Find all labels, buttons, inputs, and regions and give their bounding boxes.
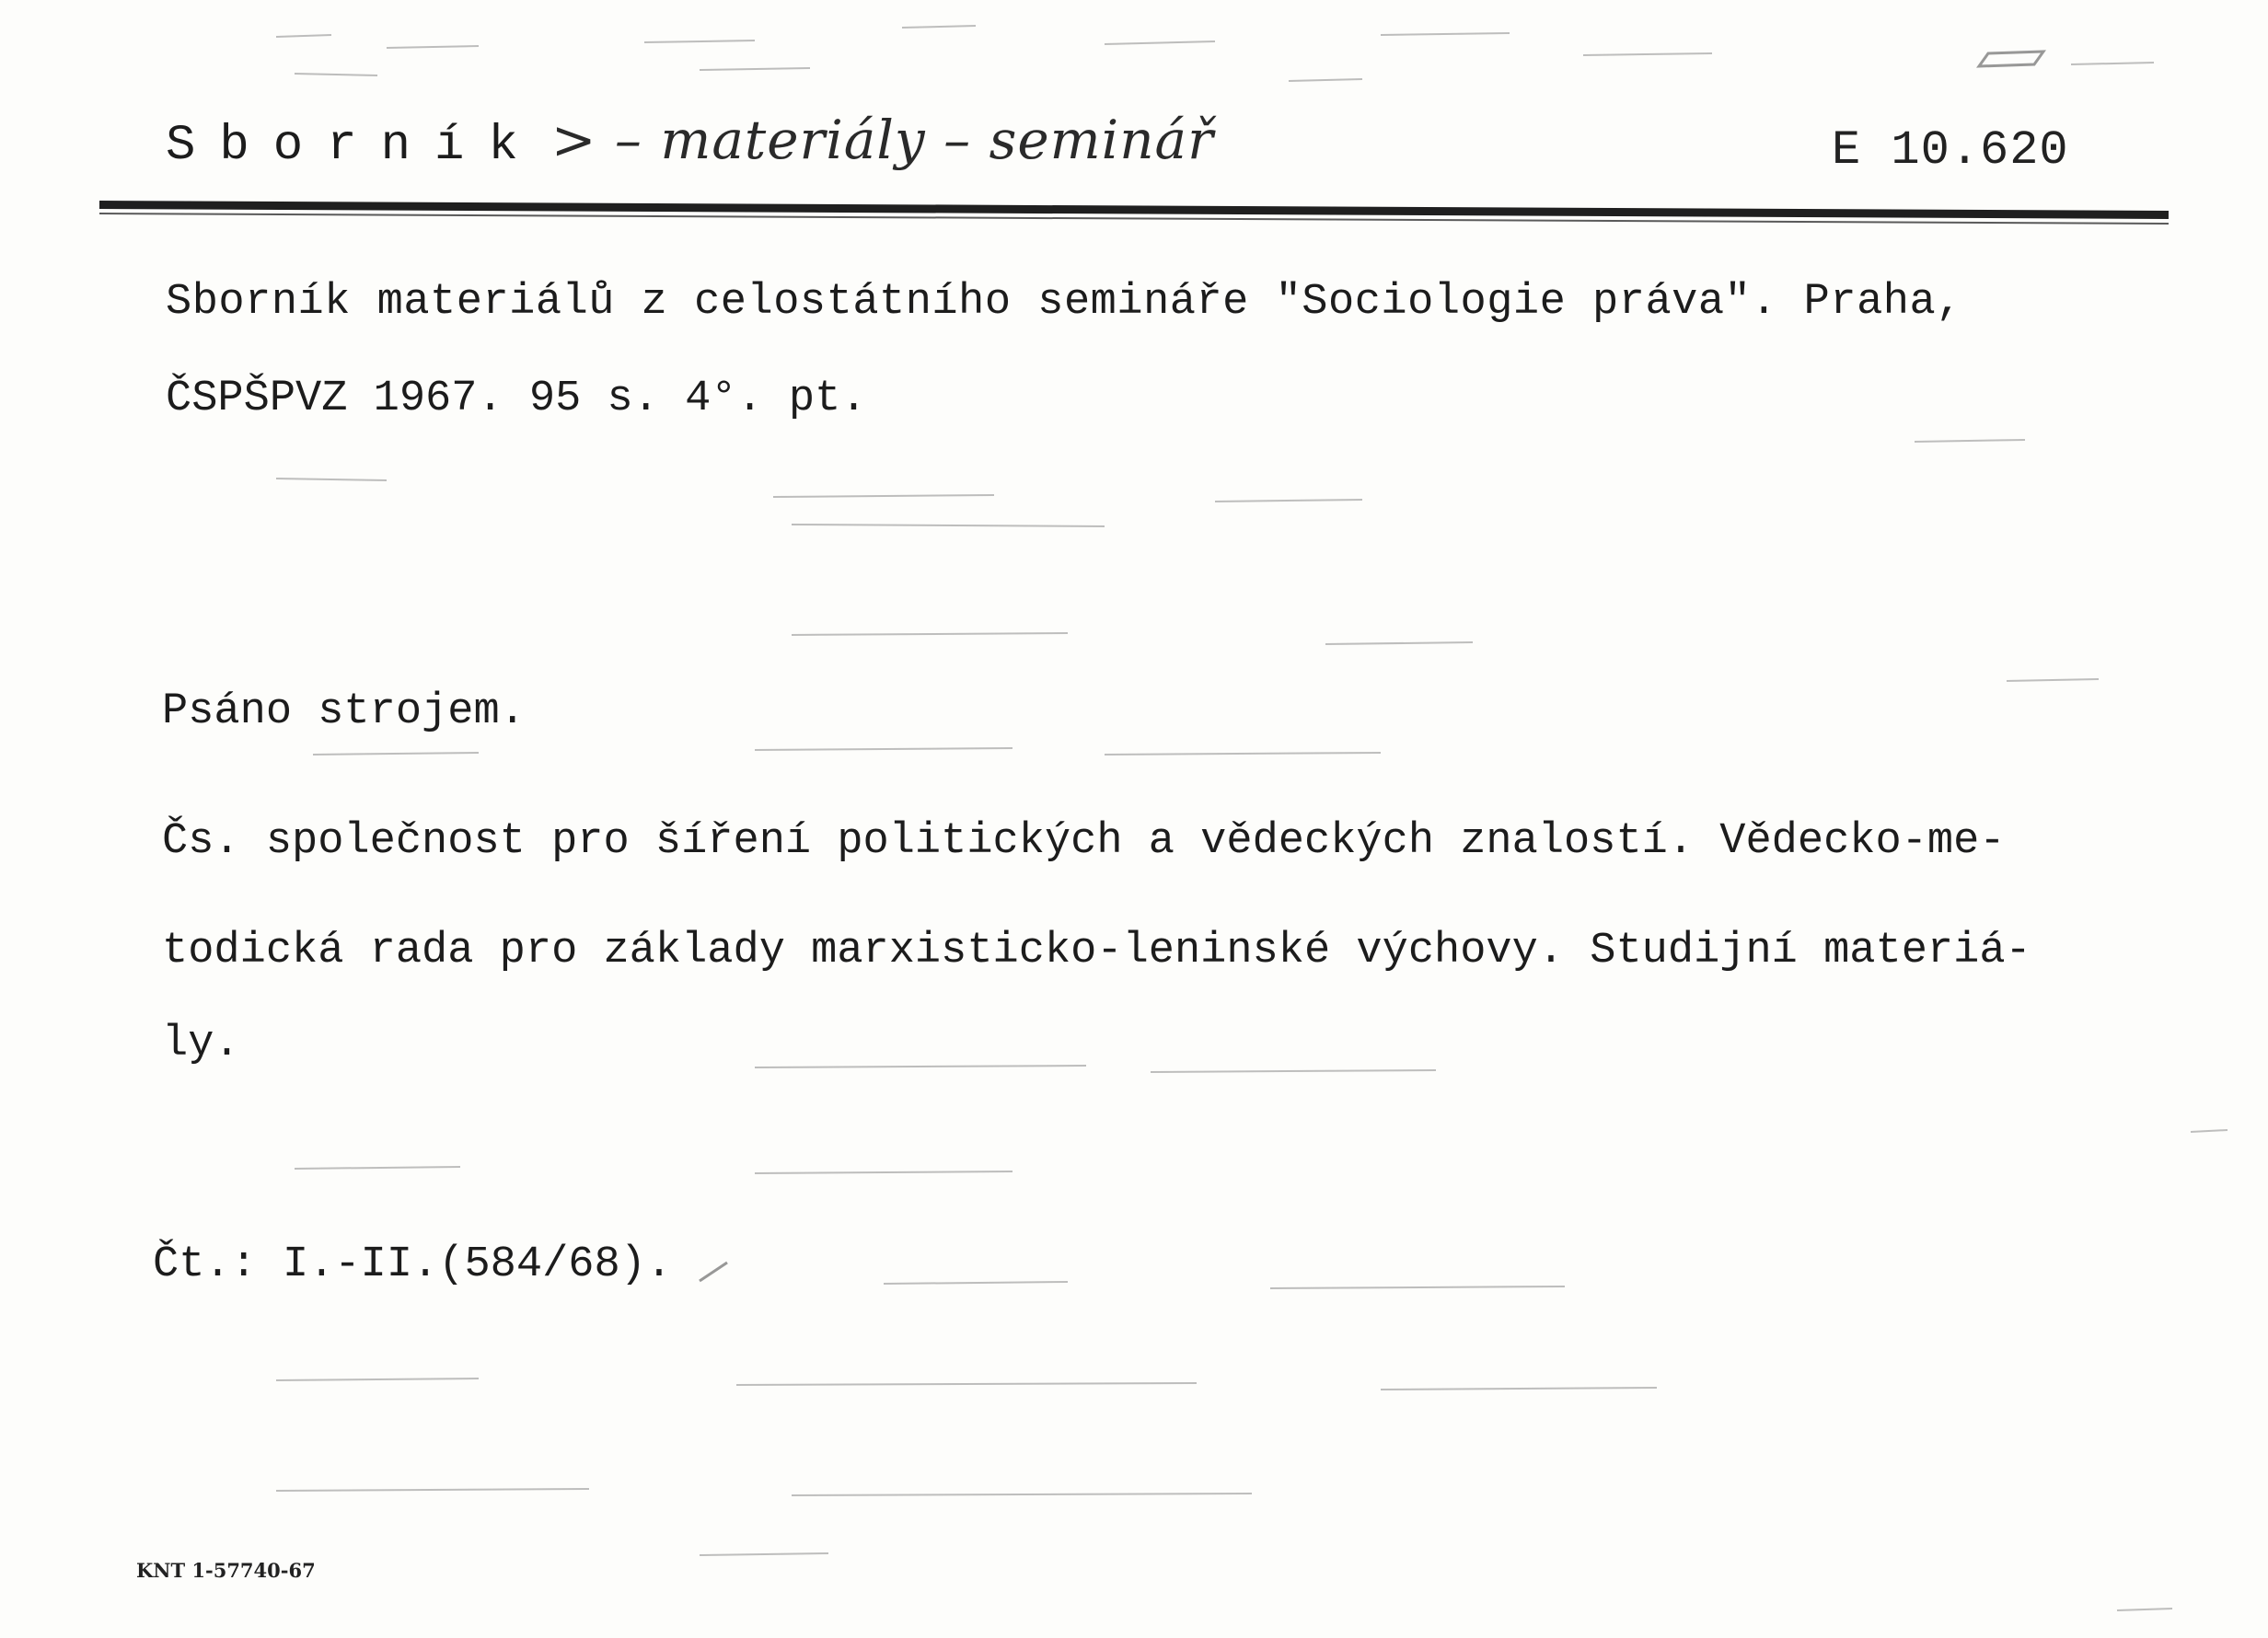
card-print-code: KNT 1-57740-67 xyxy=(136,1559,316,1582)
series-line-1: Čs. společnost pro šíření politických a vědeckých znalostí. Vědecko-me- xyxy=(162,817,2006,866)
reader-record: Čt.: I.-II.(584/68). xyxy=(153,1240,673,1289)
card-heading xyxy=(166,109,1214,174)
shelf-mark: E 10.620 xyxy=(1832,123,2069,178)
imprint-line: ČSPŠPVZ 1967. 95 s. 4°. pt. xyxy=(166,375,867,423)
title-line-1: Sborník materiálů z celostátního semináře "Sociologie práva". Praha, xyxy=(166,278,1962,327)
note-typescript: Psáno strojem. xyxy=(162,687,526,736)
heading-handwritten-annotation: > – materiály – seminář xyxy=(550,109,1214,171)
series-line-3: ly. xyxy=(162,1020,240,1068)
heading-typed: Sborník xyxy=(166,118,542,174)
series-line-2: todická rada pro základy marxisticko-leninské výchovy. Studijní materiá- xyxy=(162,927,2031,975)
